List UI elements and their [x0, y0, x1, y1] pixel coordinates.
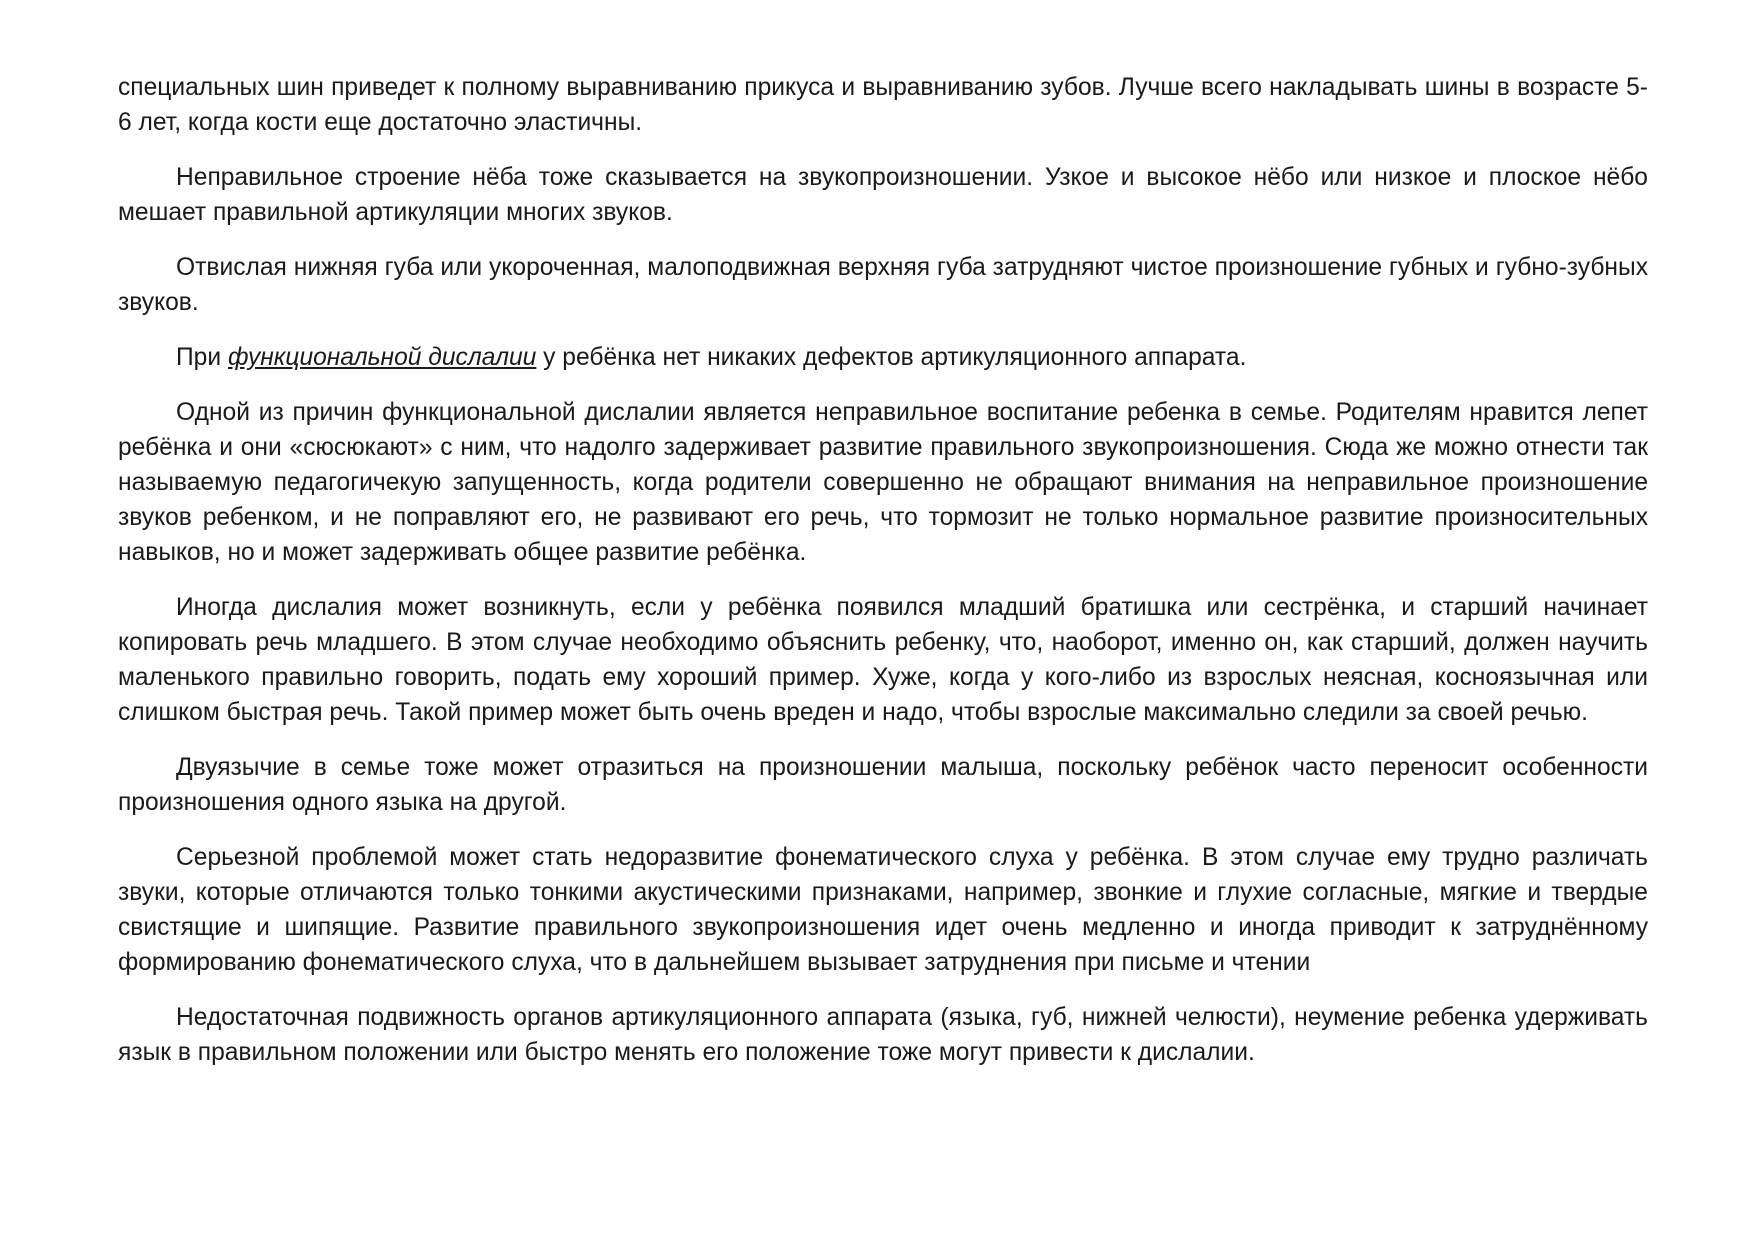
paragraph-4-lead: При — [176, 344, 228, 371]
paragraph-3: Отвислая нижняя губа или укороченная, малоподвижная верхняя губа затрудняют чистое произношение губных и губно-зубных звуков. — [118, 254, 1648, 316]
paragraph-6: Иногда дислалия может возникнуть, если у ребёнка появился младший братишка или сестрёнка, и старший начинает копировать речь младшего. В этом случае необходимо объяснить ребенку, что, наоборот, именно он, как старший, должен научить маленького правильно говорить, подать ему хороший пример. Хуже, когда у кого-либо из взрослых неясная, косноязычная или слишком быстрая речь. Такой пример может быть очень вреден и надо, чтобы взрослые максимально следили за своей речью. — [118, 594, 1648, 726]
term-functional-dyslalia: функциональной дислалии — [227, 344, 537, 371]
paragraph-7: Двуязычие в семье тоже может отразиться на произношении малыша, поскольку ребёнок часто переносит особенности произношения одного языка на другой. — [118, 754, 1648, 816]
paragraph-9: Недостаточная подвижность органов артикуляционного аппарата (языка, губ, нижней челюсти), неумение ребенка удерживать язык в правильном положении или быстро менять его положение тоже могут привести к дислалии. — [118, 1004, 1648, 1066]
paragraph-8: Серьезной проблемой может стать недоразвитие фонематического слуха у ребёнка. В этом случае ему трудно различать звуки, которые отличаются только тонкими акустическими признаками, например, звонкие и глухие согласные, мягкие и твердые свистящие и шипящие. Развитие правильного звукопроизношения идет очень медленно и иногда приводит к затруднённому формированию фонематического слуха, что в дальнейшем вызывает затруднения при письме и чтении — [118, 844, 1648, 976]
paragraph-4-rest: у ребёнка нет никаких дефектов артикуляционного аппарата. — [536, 344, 1247, 371]
paragraph-2: Неправильное строение нёба тоже сказывается на звукопроизношении. Узкое и высокое нёбо или низкое и плоское нёбо мешает правильной артикуляции многих звуков. — [118, 164, 1648, 226]
paragraph-4 — [118, 340, 1648, 375]
document-page — [118, 70, 1648, 1090]
paragraph-1: специальных шин приведет к полному выравниванию прикуса и выравниванию зубов. Лучше всего накладывать шины в возрасте 5-6 лет, когда кости еще достаточно эластичны. — [118, 74, 1648, 136]
paragraph-5: Одной из причин функциональной дислалии является неправильное воспитание ребенка в семье. Родителям нравится лепет ребёнка и они «сюсюкают» с ним, что надолго задерживает развитие правильного звукопроизношения. Сюда же можно отнести так называемую педагогичекую запущенность, когда родители совершенно не обращают внимания на неправильное произношение звуков ребенком, и не поправляют его, не развивают его речь, что тормозит не только нормальное развитие произносительных навыков, но и может задерживать общее развитие ребёнка. — [118, 399, 1648, 566]
